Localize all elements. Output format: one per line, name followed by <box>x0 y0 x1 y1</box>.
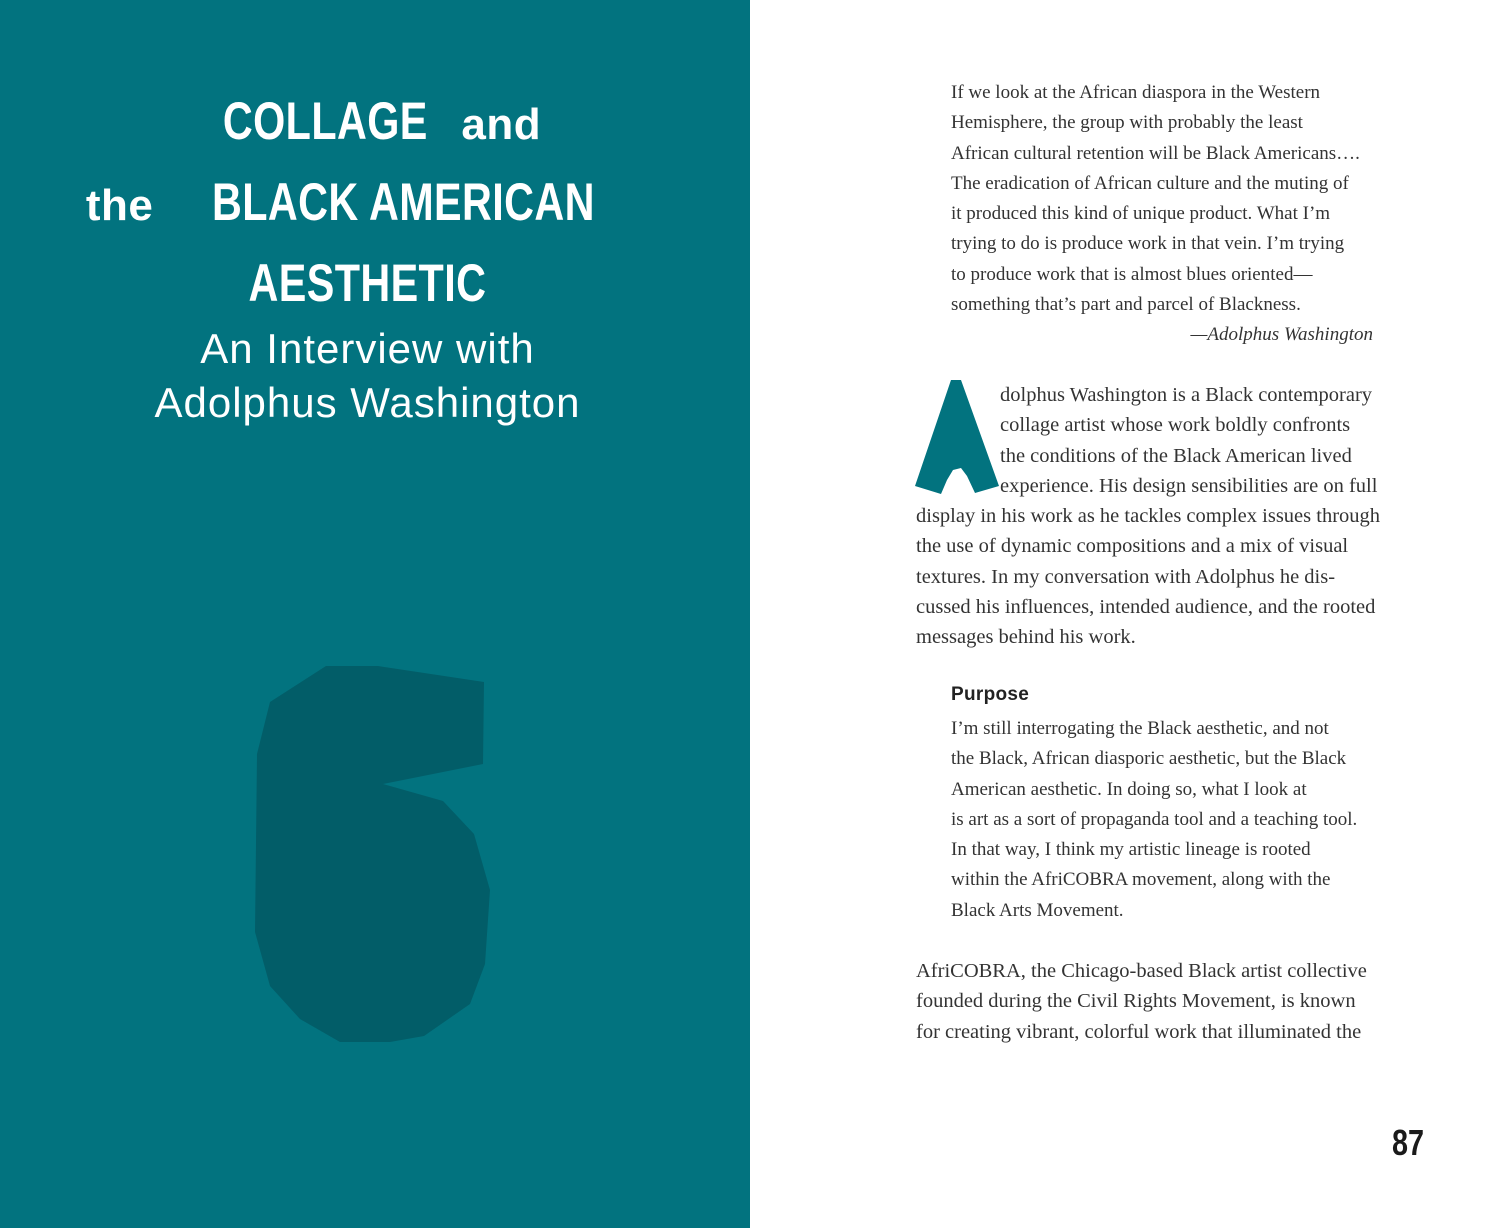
continuation-line: founded during the Civil Rights Movement, is known <box>916 990 1356 1013</box>
chapter-subtitle <box>0 322 735 430</box>
intro-line: display in his work as he tackles complex issues through <box>916 505 1381 528</box>
title-word-the: the <box>85 181 154 230</box>
chapter-number-6-graphic <box>250 664 495 1046</box>
right-page <box>750 0 1500 1228</box>
title-words-black-american: BLACK AMERICAN <box>212 173 596 232</box>
chapter-title <box>0 88 735 331</box>
epigraph-line: to produce work that is almost blues oriented— <box>951 263 1313 285</box>
title-line-1 <box>0 88 735 169</box>
intro-line: collage artist whose work boldly confronts <box>1000 414 1351 437</box>
subtitle-line-2: Adolphus Washington <box>154 379 581 426</box>
epigraph-line: trying to do is produce work in that vein. I’m trying <box>951 233 1345 255</box>
subtitle-line-1: An Interview with <box>200 325 535 372</box>
intro-line: the conditions of the Black American lived <box>1000 444 1352 467</box>
epigraph-line: African cultural retention will be Black Americans…. <box>951 142 1360 164</box>
title-line-3 <box>0 250 735 331</box>
epigraph <box>951 78 1401 320</box>
purpose-line: I’m still interrogating the Black aesthetic, and not <box>951 718 1329 739</box>
intro-line: dolphus Washington is a Black contemporary <box>1000 384 1373 406</box>
intro-line: textures. In my conversation with Adolphus he dis- <box>916 565 1336 588</box>
epigraph-line: it produced this kind of unique product. What I’m <box>951 203 1331 225</box>
epigraph-line: The eradication of African culture and the muting of <box>951 172 1349 194</box>
intro-line: messages behind his work. <box>916 626 1136 649</box>
page-number: 87 <box>1391 1122 1424 1163</box>
purpose-line: American aesthetic. In doing so, what I look at <box>951 778 1307 800</box>
title-line-2 <box>0 169 735 250</box>
intro-paragraph <box>916 380 1436 653</box>
continuation-paragraph <box>916 956 1436 1047</box>
purpose-line: Black Arts Movement. <box>951 899 1124 921</box>
purpose-line: the Black, African diasporic aesthetic, but the Black <box>951 748 1347 770</box>
epigraph-line: If we look at the African diaspora in the Western <box>951 82 1321 103</box>
title-word-aesthetic: AESTHETIC <box>248 254 487 313</box>
title-word-and: and <box>461 100 542 149</box>
purpose-answer <box>951 714 1401 926</box>
purpose-line: In that way, I think my artistic lineage is rooted <box>951 839 1311 861</box>
section-heading-purpose: Purpose <box>951 684 1030 705</box>
epigraph-line: Hemisphere, the group with probably the least <box>951 112 1303 134</box>
epigraph-line: something that’s part and parcel of Blackness. <box>951 294 1301 316</box>
purpose-line: within the AfriCOBRA movement, along with the <box>951 869 1331 891</box>
intro-line: the use of dynamic compositions and a mix of visual <box>916 535 1349 558</box>
title-word-collage: COLLAGE <box>222 92 428 151</box>
continuation-line: for creating vibrant, colorful work that illuminated the <box>916 1020 1362 1043</box>
epigraph-attribution: —Adolphus Washington <box>1190 324 1373 345</box>
continuation-line: AfriCOBRA, the Chicago-based Black artist collective <box>916 960 1367 982</box>
intro-line: experience. His design sensibilities are on full <box>1000 474 1378 497</box>
purpose-line: is art as a sort of propaganda tool and a teaching tool. <box>951 808 1358 830</box>
intro-line: cussed his influences, intended audience, and the rooted <box>916 596 1376 619</box>
